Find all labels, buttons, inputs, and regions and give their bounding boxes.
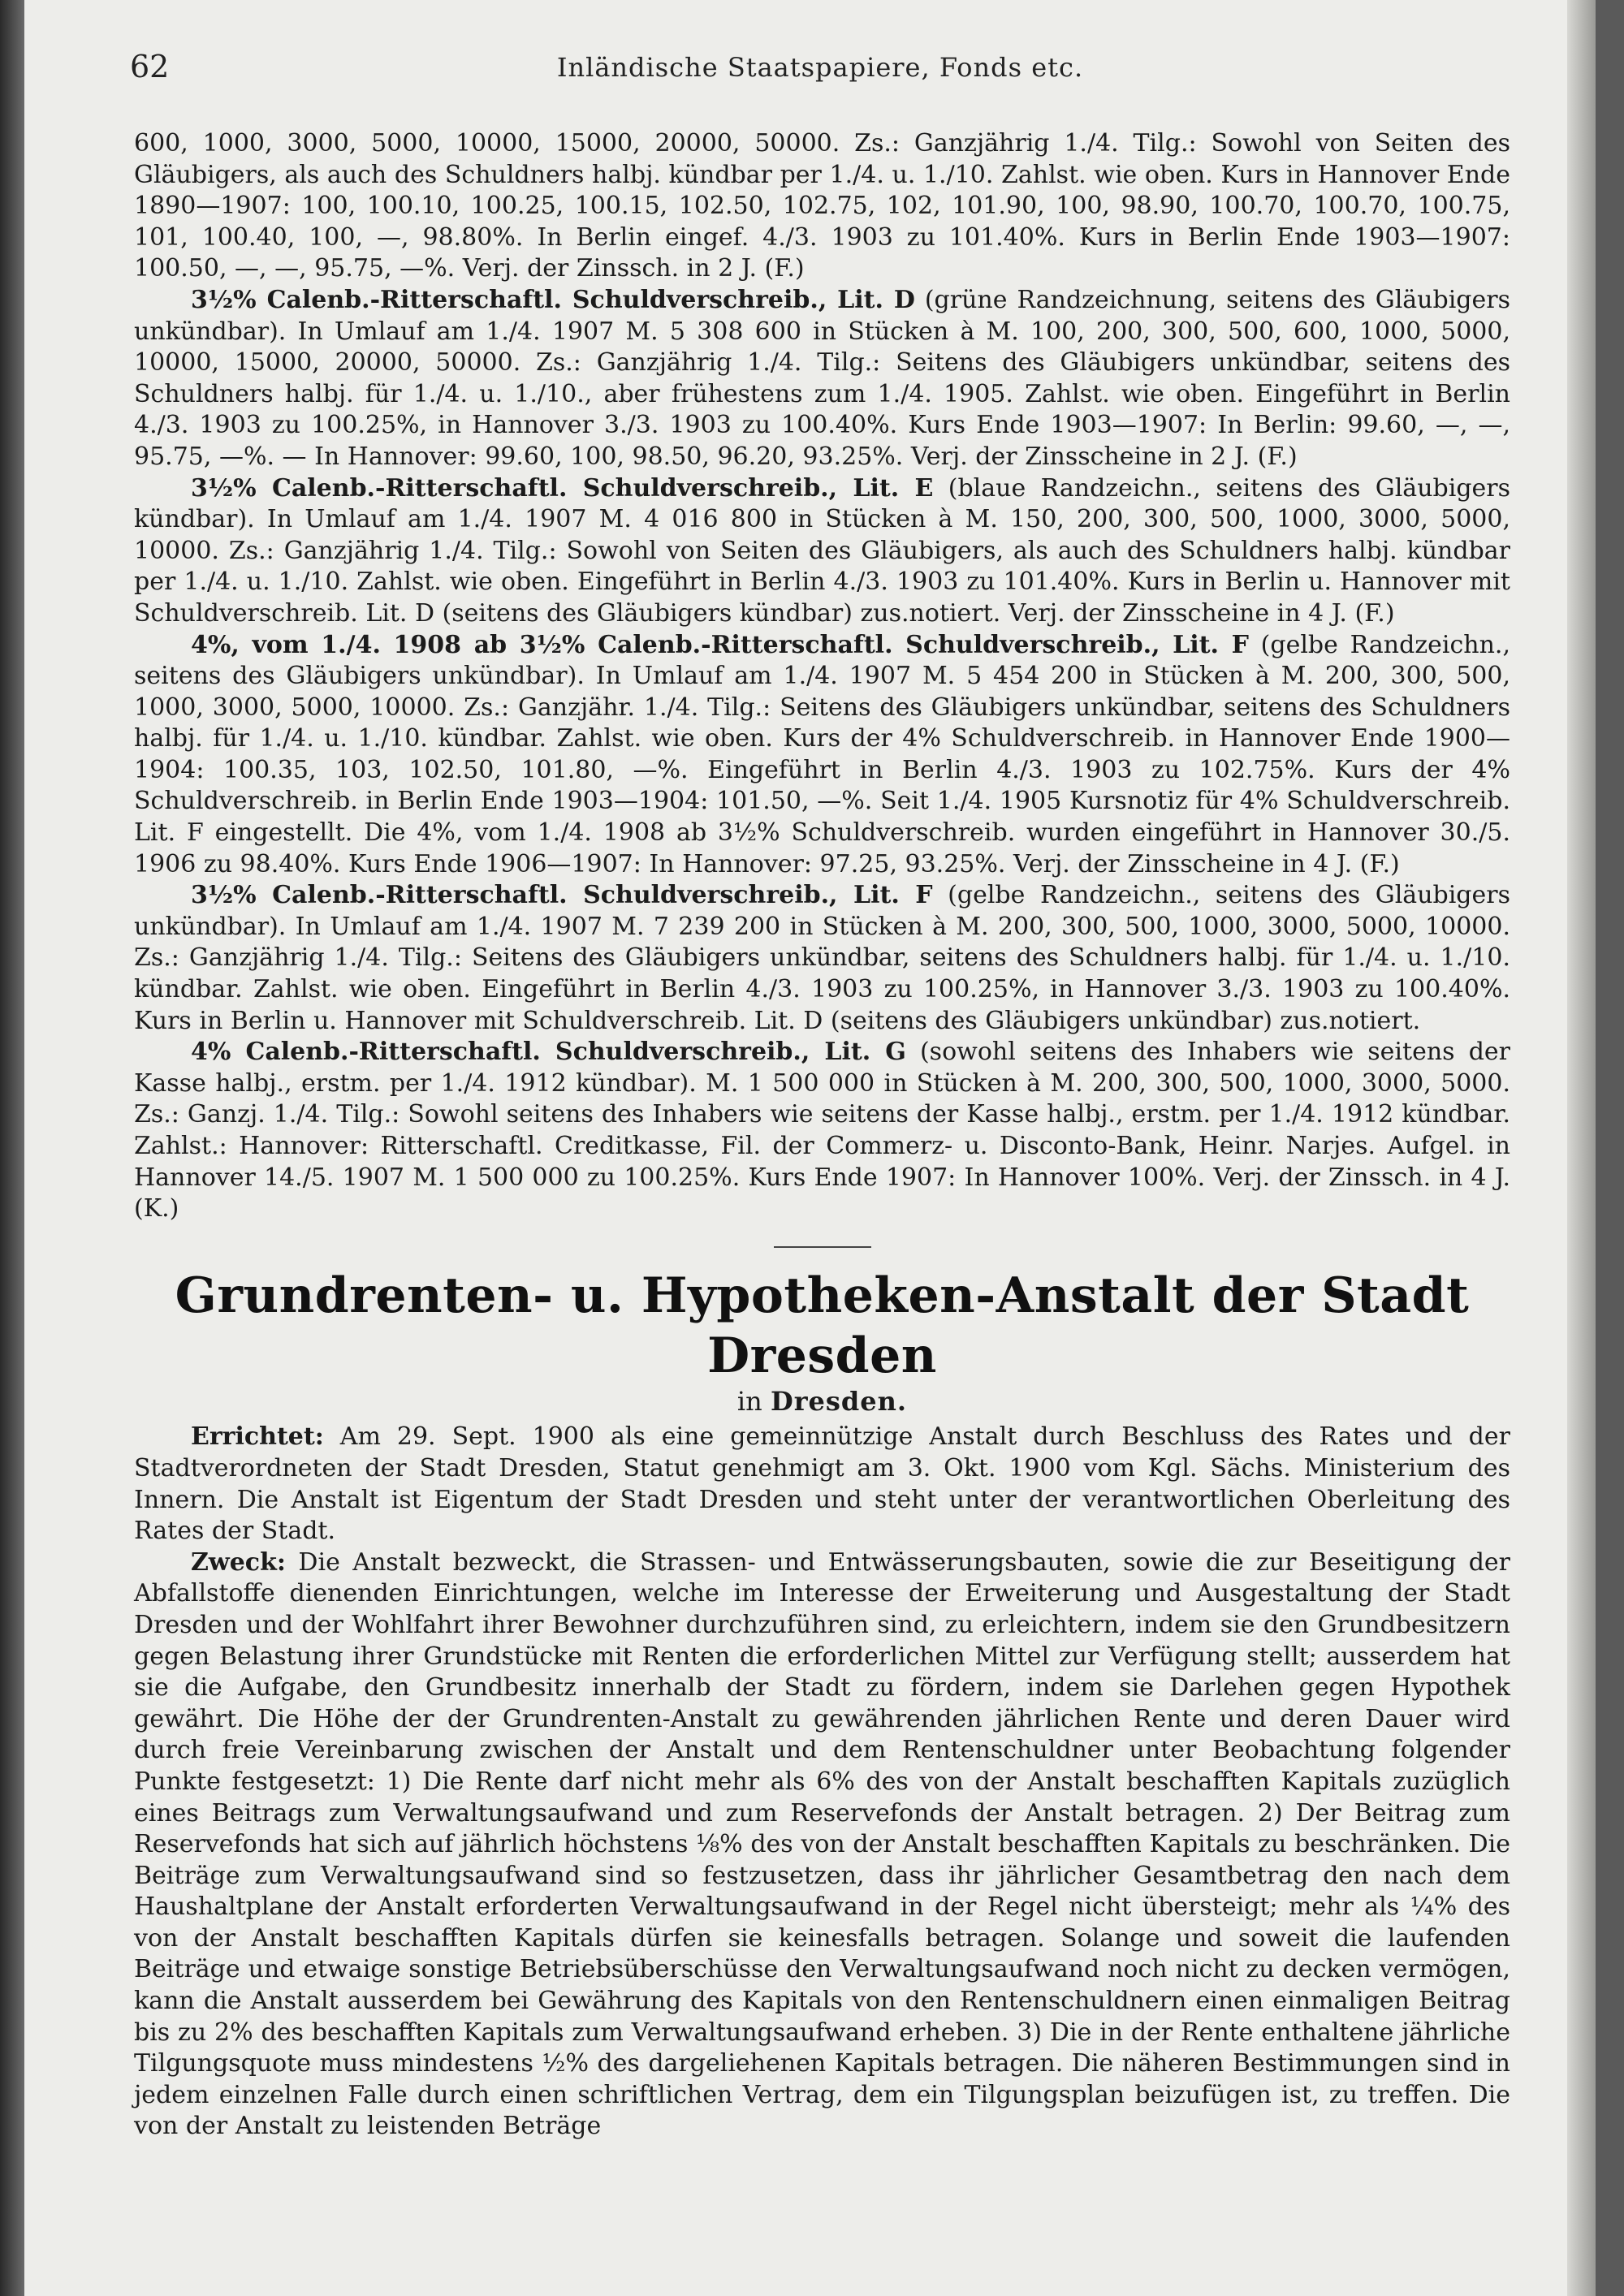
entry-lit-e	[134, 473, 1510, 630]
document-page	[24, 0, 1596, 2296]
section-subtitle	[134, 1386, 1510, 1418]
page-body	[134, 128, 1510, 2143]
paragraph-label: Errichtet:	[191, 1422, 324, 1452]
paragraph-text: Die Anstalt bezweckt, die Strassen- und Entwässerungsbauten, sowie die zur Beseitigung der Abfallstoffe dienenden Einrichtungen, welche im Interesse der Erweiterung und Ausgestaltung der Stadt Dresden und der Wohlfahrt ihrer Bewohner durchzuführen sind, zu erleichtern, indem sie den Grundbesitzern gegen Belastung ihrer Grundstücke mit Renten die erforderlichen Mittel zur Verfügung stellt; ausserdem hat sie die Aufgabe, den Grundbesitz innerhalb der Stadt zu fördern, indem sie Darlehen gegen Hypothek gewährt. Die Höhe der der Grundrenten-Anstalt zu gewährenden jährlichen Rente und deren Dauer wird durch freie Vereinbarung zwischen der Anstalt und dem Rentenschuldner unter Beobachtung folgender Punkte festgesetzt: 1) Die Rente darf nicht mehr als 6% des von der Anstalt beschafften Kapitals zuzüglich eines Beitrags zum Verwaltungsaufwand und zum Reservefonds der Anstalt betragen. 2) Der Beitrag zum Reservefonds hat sich auf jährlich höchstens ⅛% des von der Anstalt beschafften Kapitals zu beschränken. Die Beiträge zum Verwaltungsaufwand sind so festzusetzen, dass ihr jährlicher Gesamtbetrag den nach dem Haushaltplane der Anstalt erforderten Verwaltungsaufwand in der Regel nicht übersteigt; mehr als ¼% des von der Anstalt beschafften Kapitals dürfen sie keinesfalls betragen. Solange und soweit die laufenden Beiträge und etwaige sonstige Betriebsüberschüsse den Verwaltungsaufwand noch nicht zu decken vermögen, kann die Anstalt ausserdem bei Gewährung des Kapitals von den Rentenschuldnern einen einmaligen Beitrag bis zu 2% des beschafften Kapitals zum Verwaltungsaufwand erheben. 3) Die in der Rente enthaltene jährliche Tilgungsquote muss mindestens ½% des dargeliehenen Kapitals betragen. Die näheren Bestimmungen sind in jedem einzelnen Falle durch einen schriftlichen Vertrag, dem ein Tilgungsplan beizufügen ist, zu treffen. Die von der Anstalt zu leistenden Beträge	[134, 1547, 1510, 2141]
entry-lit-f-3-5pct	[134, 880, 1510, 1037]
entry-text: (grüne Randzeichnung, seitens des Gläubigers unkündbar). In Umlauf am 1./4. 1907 M. 5 308 600 in Stücken à M. 100, 200, 300, 500, 600, 1000, 5000, 10000, 15000, 20000, 50000. Zs.: Ganzjährig 1./4. Tilg.: Seitens des Gläubigers unkündbar, seitens des Schuldners halbj. für 1./4. u. 1./10., aber frühestens zum 1./4. 1905. Zahlst. wie oben. Eingeführt in Berlin 4./3. 1903 zu 100.25%, in Hannover 3./3. 1903 zu 100.40%. Kurs Ende 1903—1907: In Berlin: 99.60, —, —, 95.75, —%. — In Hannover: 99.60, 100, 98.50, 96.20, 93.25%. Verj. der Zinsscheine in 2 J. (F.)	[134, 285, 1510, 471]
book-binding	[0, 0, 24, 2296]
entry-text: (blaue Randzeichn., seitens des Gläubigers kündbar). In Umlauf am 1./4. 1907 M. 4 016 800 in Stücken à M. 150, 200, 300, 500, 1000, 3000, 5000, 10000. Zs.: Ganzjährig 1./4. Tilg.: Sowohl von Seiten des Gläubigers, als auch des Schuldners halbj. kündbar per 1./4. u. 1./10. Zahlst. wie oben. Eingeführt in Berlin 4./3. 1903 zu 101.40%. Kurs in Berlin u. Hannover mit Schuldverschreib. Lit. D (seitens des Gläubigers kündbar) zus.notiert. Verj. der Zinsscheine in 4 J. (F.)	[134, 473, 1511, 628]
paragraph-errichtet	[134, 1422, 1510, 1547]
page-header	[130, 49, 1510, 89]
entry-lit-f-4pct	[134, 630, 1510, 881]
page-number: 62	[130, 49, 170, 84]
entry-text: (sowohl seitens des Inhabers wie seitens der Kasse halbj., erstm. per 1./4. 1912 kündbar). M. 1 500 000 in Stücken à M. 200, 300, 500, 1000, 3000, 5000. Zs.: Ganzj. 1./4. Tilg.: Sowohl seitens des Inhabers wie seitens der Kasse halbj., erstm. per 1./4. 1912 kündbar. Zahlst.: Hannover: Ritterschaftl. Creditkasse, Fil. der Commerz- u. Disconto-Bank, Heinr. Narjes. Aufgel. in Hannover 14./5. 1907 M. 1 500 000 zu 100.25%. Kurs Ende 1907: In Hannover 100%. Verj. der Zinssch. in 4 J. (K.)	[134, 1038, 1510, 1224]
paragraph-zweck	[134, 1547, 1510, 2143]
subtitle-place: Dresden.	[770, 1385, 908, 1417]
entry-heading: 3½% Calenb.-Ritterschaftl. Schuldverschreib., Lit. E	[191, 473, 934, 503]
paragraph-text: Am 29. Sept. 1900 als eine gemeinnützige Anstalt durch Beschluss des Rates und der Stadtverordneten der Stadt Dresden, Statut genehmigt am 3. Okt. 1900 vom Kgl. Sächs. Ministerium des Innern. Die Anstalt ist Eigentum der Stadt Dresden und steht unter der verantwortlichen Oberleitung des Rates der Stadt.	[134, 1422, 1510, 1546]
entry-heading: 3½% Calenb.-Ritterschaftl. Schuldverschreib., Lit. F	[191, 881, 933, 910]
entry-heading: 4%, vom 1./4. 1908 ab 3½% Calenb.-Ritterschaftl. Schuldverschreib., Lit. F	[191, 630, 1249, 659]
entry-heading: 4% Calenb.-Ritterschaftl. Schuldverschreib., Lit. G	[191, 1038, 906, 1067]
page-edge	[1567, 0, 1596, 2296]
subtitle-prefix: in	[736, 1385, 762, 1417]
entry-heading: 3½% Calenb.-Ritterschaftl. Schuldverschreib., Lit. D	[191, 285, 915, 314]
section-title: Grundrenten- u. Hypotheken-Anstalt der Stadt Dresden	[175, 1267, 1470, 1384]
entry-lit-g	[134, 1037, 1510, 1225]
entry-text: (gelbe Randzeichn., seitens des Gläubigers unkündbar). In Umlauf am 1./4. 1907 M. 5 454 200 in Stücken à M. 200, 300, 500, 1000, 3000, 5000, 10000. Zs.: Ganzjähr. 1./4. Tilg.: Seitens des Gläubigers unkündbar, seitens des Schuldners halbj. für 1./4. u. 1./10. kündbar. Zahlst. wie oben. Kurs der 4% Schuldverschreib. in Hannover Ende 1900—1904: 100.35, 103, 102.50, 101.80, —%. Eingeführt in Berlin 4./3. 1903 zu 102.75%. Kurs der 4% Schuldverschreib. in Berlin Ende 1903—1904: 101.50, —%. Seit 1./4. 1905 Kursnotiz für 4% Schuldverschreib. Lit. F eingestellt. Die 4%, vom 1./4. 1908 ab 3½% Schuldverschreib. wurden eingeführt in Hannover 30./5. 1906 zu 98.40%. Kurs Ende 1906—1907: In Hannover: 97.25, 93.25%. Verj. der Zinsscheine in 4 J. (F.)	[134, 630, 1510, 878]
entry-text: (gelbe Randzeichn., seitens des Gläubigers unkündbar). In Umlauf am 1./4. 1907 M. 7 239 200 in Stücken à M. 200, 300, 500, 1000, 3000, 5000, 10000. Zs.: Ganzjährig 1./4. Tilg.: Seitens des Gläubigers unkündbar, seitens des Schuldners halbj. für 1./4. u. 1./10. kündbar. Zahlst. wie oben. Eingeführt in Berlin 4./3. 1903 zu 100.25%, in Hannover 3./3. 1903 zu 100.40%. Kurs in Berlin u. Hannover mit Schuldverschreib. Lit. D (seitens des Gläubigers unkündbar) zus.notiert.	[134, 881, 1511, 1035]
entry-lit-d	[134, 285, 1510, 473]
paragraph-label: Zweck:	[191, 1547, 286, 1577]
section-divider	[774, 1246, 871, 1248]
running-title: Inländische Staatspapiere, Fonds etc.	[556, 52, 1084, 83]
continuation-paragraph: 600, 1000, 3000, 5000, 10000, 15000, 20000, 50000. Zs.: Ganzjährig 1./4. Tilg.: Sowohl von Seiten des Gläubigers, als auch des Schuldners halbj. kündbar per 1./4. u. 1./10. Zahlst. wie oben. Kurs in Hannover Ende 1890—1907: 100, 100.10, 100.25, 100.15, 102.50, 102.75, 102, 101.90, 100, 98.90, 100.70, 100.70, 100.75, 101, 100.40, 100, —, 98.80%. In Berlin eingef. 4./3. 1903 zu 101.40%. Kurs in Berlin Ende 1903—1907: 100.50, —, —, 95.75, —%. Verj. der Zinssch. in 2 J. (F.)	[134, 129, 1510, 283]
